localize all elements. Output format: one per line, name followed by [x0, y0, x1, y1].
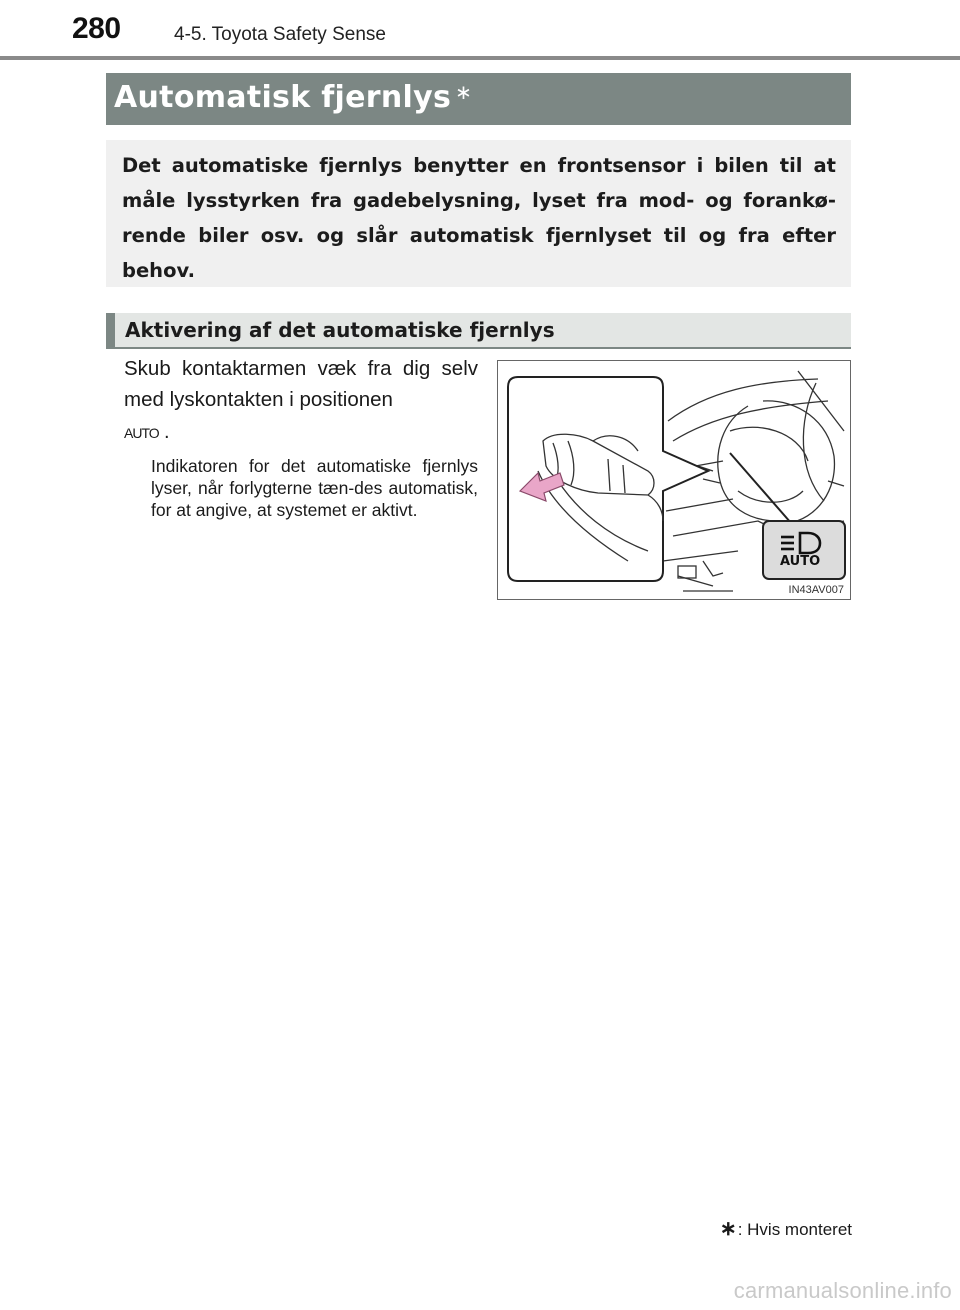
header-divider: [0, 56, 960, 60]
step-instruction: Skub kontaktarmen væk fra dig selv med lyskontakten i positionen: [124, 357, 478, 411]
watermark: carmanualsonline.info: [733, 1278, 952, 1303]
page-title-text: Automatisk fjernlys: [114, 80, 452, 115]
footnote-asterisk: ∗: [719, 1218, 737, 1240]
figure-code: IN43AV007: [788, 584, 844, 596]
auto-position-symbol: AUTO: [124, 425, 159, 441]
subheading: Aktivering af det automatiske fjernlys: [125, 318, 555, 342]
footnote: [720, 1216, 852, 1241]
page-title: [114, 80, 472, 115]
switch-illustration: [497, 360, 851, 600]
step-period: .: [164, 421, 170, 443]
intro-paragraph: Det automatiske fjernlys benytter en frontsensor i bilen til at måle lysstyrken fra gadebelysning, lyset fra mod- og forankø-rende biler osv. og slår automatisk fjernlyset til og fra efter behov.: [122, 154, 836, 282]
subheading-underline: [106, 347, 851, 349]
indicator-note: Indikatoren for det automatiske fjernlys lyser, når forlygterne tæn-des automatisk, for at angive, at systemet er aktivt.: [151, 456, 478, 520]
section-title: 4-5. Toyota Safety Sense: [174, 24, 386, 45]
title-asterisk: ∗: [455, 80, 473, 104]
subheading-accent: [106, 313, 115, 347]
indicator-auto-label: AUTO: [780, 554, 821, 569]
footnote-text: : Hvis monteret: [737, 1220, 852, 1239]
page-number: 280: [72, 12, 121, 45]
